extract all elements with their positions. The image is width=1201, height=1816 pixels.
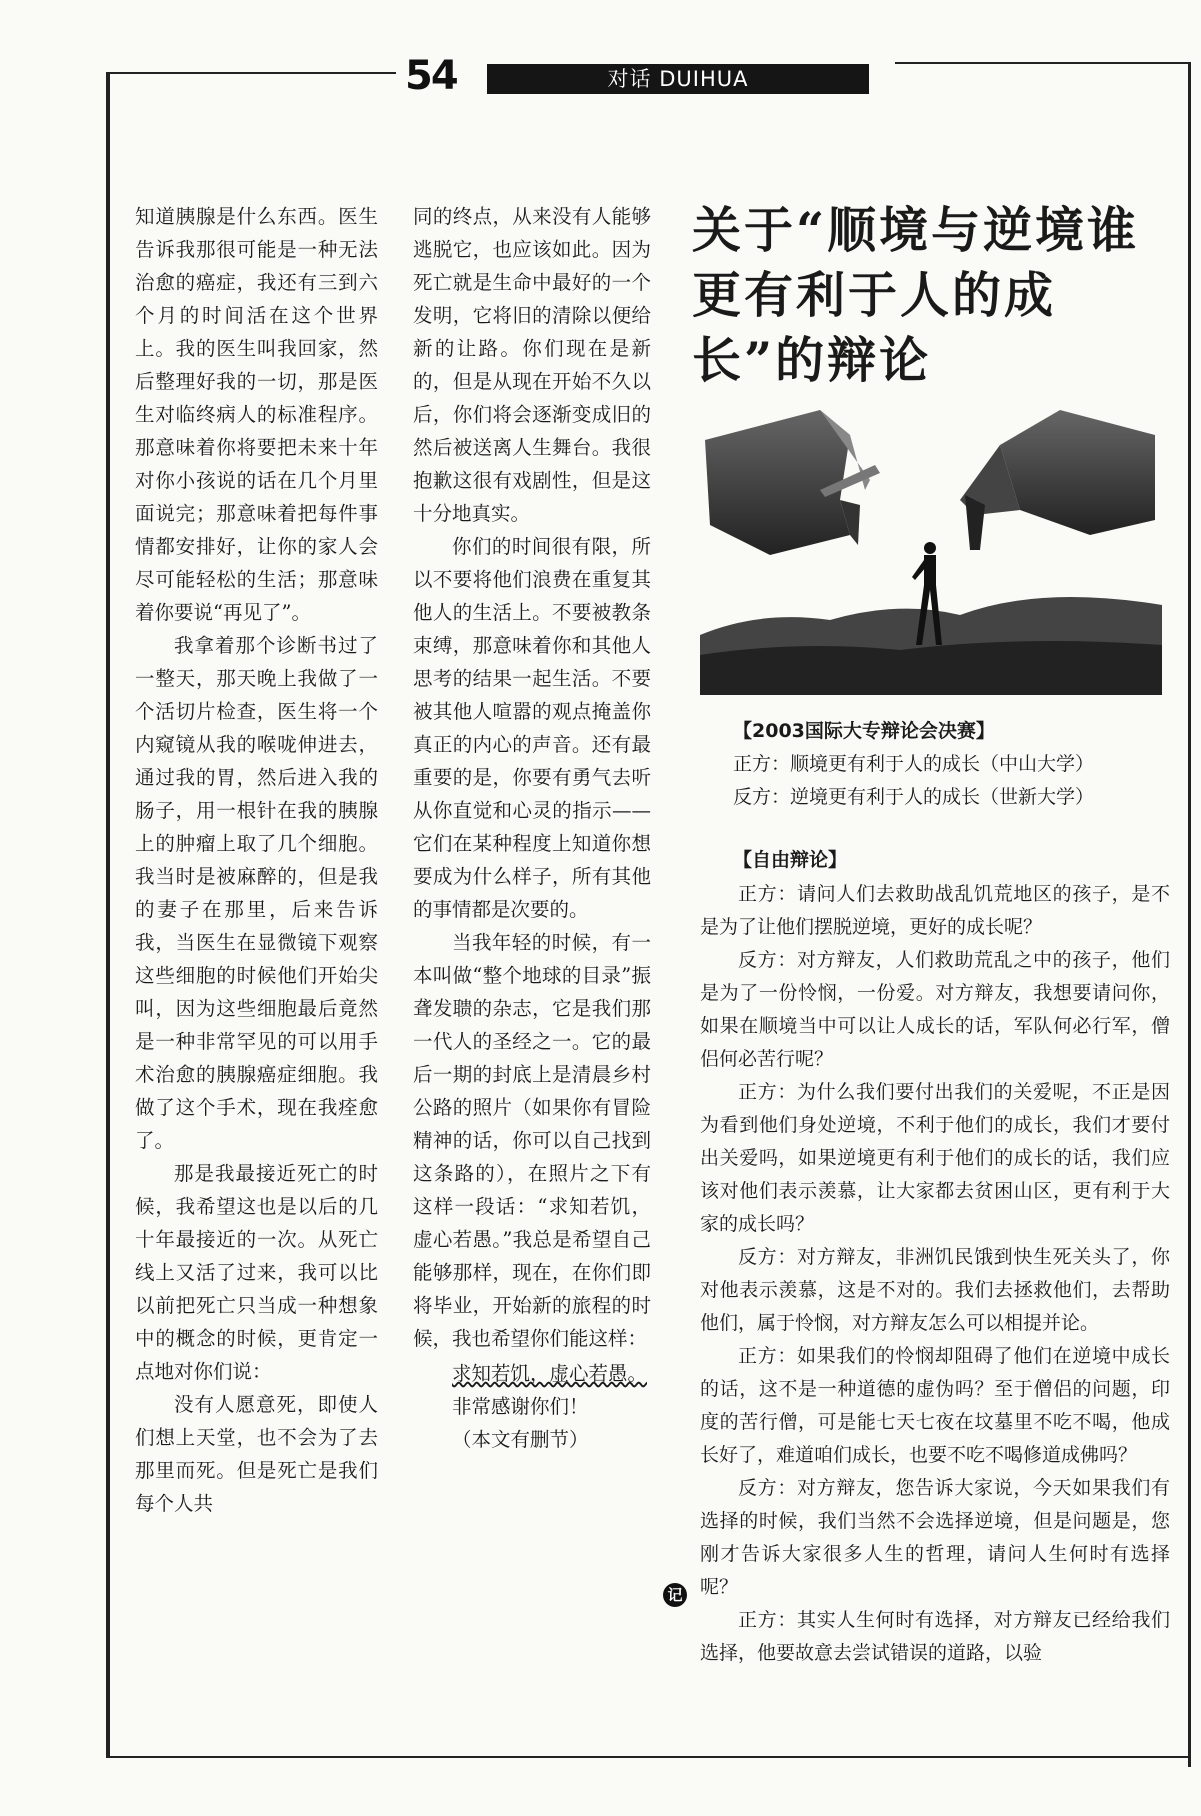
motto-quote: 求知若饥，虚心若愚。	[452, 1362, 648, 1385]
debate-turn: 反方：对方辩友，人们救助荒乱之中的孩子，他们是为了一份怜悯，一份爱。对方辩友，我想要请问你，如果在顺境当中可以让人成长的话，军队何必行军，僧侣何必苦行呢？	[700, 949, 1170, 1070]
paragraph: 同的终点，从来没有人能够逃脱它，也应该如此。因为死亡就是生命中最好的一个发明，它将旧的清除以便给新的让路。你们现在是新的，但是从现在开始不久以后，你们将会逐渐变成旧的然后被送离人生舞台。我很抱歉这很有戏剧性，但是这十分地真实。	[413, 205, 651, 525]
section-header: 对话 DUIHUA	[487, 64, 869, 94]
page-frame-left	[106, 72, 110, 1757]
article-column-2	[413, 200, 651, 1456]
debate-turn: 正方：为什么我们要付出我们的关爱呢，不正是因为看到他们身处逆境，不利于他们的成长，我们才要付出关爱吗，如果逆境更有利于他们的成长的话，我们应该对他们表示羡慕，让大家都去贫困山区，更有利于大家的成长吗？	[700, 1081, 1170, 1235]
con-side-line: 反方：逆境更有利于人的成长（世新大学）	[733, 786, 1095, 808]
debate-turn: 正方：其实人生何时有选择，对方辩友已经给我们选择，他要故意去尝试错误的道路，以验	[700, 1609, 1170, 1664]
free-debate-heading: 【自由辩论】	[733, 849, 848, 871]
page-frame-right	[1188, 62, 1191, 1767]
paragraph: 我拿着那个诊断书过了一整天，那天晚上我做了一个活切片检查，医生将一个内窥镜从我的喉咙伸进去，通过我的胃，然后进入我的肠子，用一根针在我的胰腺上的肿瘤上取了几个细胞。我当时是被麻醉的，但是我的妻子在那里，后来告诉我，当医生在显微镜下观察这些细胞的时候他们开始尖叫，因为这些细胞最后竟然是一种非常罕见的可以用手术治愈的胰腺癌症细胞。我做了这个手术，现在我痊愈了。	[135, 634, 378, 1152]
page-number: 54	[405, 53, 457, 99]
debate-turn: 正方：请问人们去救助战乱饥荒地区的孩子，是不是为了让他们摆脱逆境，更好的成长呢？	[700, 883, 1170, 938]
paragraph: 当我年轻的时候，有一本叫做“整个地球的目录”振聋发聩的杂志，它是我们那一代人的圣经之一。它的最后一期的封底上是清晨乡村公路的照片（如果你有冒险精神的话，你可以自己找到这条路的），在照片之下有这样一段话：“求知若饥，虚心若愚。”我总是希望自己能够那样，现在，在你们即将毕业，开始新的旅程的时候，我也希望你们能这样：	[413, 931, 651, 1350]
page-frame-top-left	[106, 72, 396, 74]
debate-title: 关于“顺境与逆境谁更有利于人的成长”的辩论	[692, 201, 1140, 389]
debate-turn: 反方：对方辩友，非洲饥民饿到快生死关头了，你对他表示羡慕，这是不对的。我们去拯救他们，去帮助他们，属于怜悯，对方辩友怎么可以相提并论。	[700, 1246, 1170, 1334]
paragraph: 你们的时间很有限，所以不要将他们浪费在重复其他人的生活上。不要被教条束缚，那意味着你和其他人思考的结果一起生活。不要被其他人喧嚣的观点掩盖你真正的内心的声音。还有最重要的是，你要有勇气去听从你直觉和心灵的指示——它们在某种程度上知道你想要成为什么样子，所有其他的事情都是次要的。	[413, 535, 651, 921]
page-frame-top-right	[895, 62, 1191, 64]
debate-transcript	[700, 878, 1170, 1670]
paragraph: 那是我最接近死亡的时候，我希望这也是以后的几十年最接近的一次。从死亡线上又活了过来，我可以比以前把死亡只当成一种想象中的概念的时候，更肯定一点地对你们说：	[135, 1162, 378, 1383]
thanks-line: 非常感谢你们！	[452, 1395, 589, 1418]
closing-block	[413, 1357, 651, 1456]
article-column-1	[135, 200, 378, 1520]
debate-info	[733, 715, 1173, 814]
book-right-half	[1000, 410, 1155, 535]
page-frame-bottom	[106, 1756, 1191, 1758]
margin-mark: 记	[663, 1583, 687, 1607]
paragraph: 知道胰腺是什么东西。医生告诉我那很可能是一种无法治愈的癌症，我还有三到六个月的时间活在这个世界上。我的医生叫我回家，然后整理好我的一切，那是医生对临终病人的标准程序。那意味着你将要把未来十年对你小孩说的话在几个月里面说完；那意味着把每件事情都安排好，让你的家人会尽可能轻松的生活；那意味着你要说“再见了”。	[135, 205, 378, 624]
event-label: 【2003国际大专辩论会决赛】	[733, 720, 995, 742]
pro-side-line: 正方：顺境更有利于人的成长（中山大学）	[733, 753, 1095, 775]
book-figure-illustration	[700, 405, 1162, 695]
debate-turn: 反方：对方辩友，您告诉大家说，今天如果我们有选择的时候，我们当然不会选择逆境，但是问题是，您刚才告诉大家很多人生的哲理，请问人生何时有选择呢？	[700, 1477, 1170, 1598]
paragraph: 没有人愿意死，即使人们想上天堂，也不会为了去那里而死。但是死亡是我们每个人共	[135, 1393, 378, 1515]
book-left-half	[705, 410, 850, 555]
abridged-note: （本文有删节）	[452, 1428, 589, 1451]
debate-turn: 正方：如果我们的怜悯却阻碍了他们在逆境中成长的话，这不是一种道德的虚伪吗？至于僧侣的问题，印度的苦行僧，可是能七天七夜在坟墓里不吃不喝，他成长好了，难道咱们成长，也要不吃不喝修道成佛吗？	[700, 1345, 1170, 1466]
